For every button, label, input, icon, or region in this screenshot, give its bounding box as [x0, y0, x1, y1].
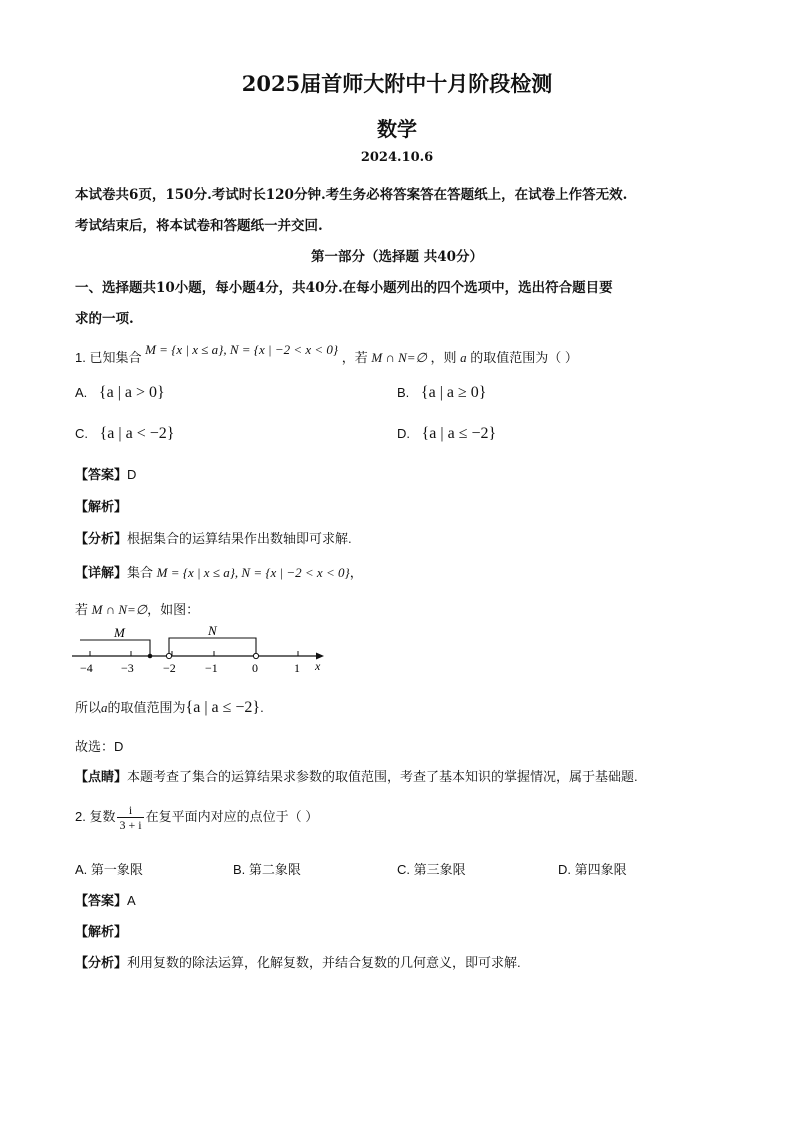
label-n: N: [208, 623, 217, 638]
option-label: C.: [75, 426, 88, 441]
tick-label: 0: [252, 661, 258, 675]
section-heading-line-2: 求的一项.: [75, 311, 134, 327]
q1-mid-text: ，若: [341, 350, 368, 365]
comment-text: 本题考查了集合的运算结果求参数的取值范围，考查了基本知识的掌握情况，属于基础题.: [127, 769, 638, 784]
q1-choose: 故选：D: [75, 739, 124, 754]
q1-option-b: [397, 384, 486, 402]
q1-if-line: [75, 599, 199, 618]
option-text: 第二象限: [248, 862, 301, 877]
q1-analysis-label: 【解析】: [75, 499, 128, 514]
closed-point-a: [148, 654, 153, 659]
q1-comment: [75, 766, 638, 785]
q1-conclusion: [75, 697, 264, 717]
detail-label: 【详解】: [75, 565, 128, 580]
q2-denominator: 3 + i: [119, 818, 142, 832]
fenxi-text: 利用复数的除法运算，化解复数，并结合复数的几何意义，即可求解.: [127, 955, 521, 970]
q1-condition: M ∩ N=∅: [371, 350, 427, 365]
so-end: .: [260, 700, 264, 715]
option-label: B.: [233, 862, 246, 877]
option-text: 第一象限: [90, 862, 143, 877]
q2-fenxi: [75, 952, 521, 971]
q1-end: 的取值范围为（ ）: [470, 350, 578, 365]
instructions-line-1: 本试卷共6页，150分.考试时长120分钟.考生务必将答案答在答题纸上，在试卷上作答无效.: [75, 187, 628, 203]
tick-label: −2: [163, 661, 176, 675]
answer-label: 【答案】: [75, 893, 128, 908]
option-math: {a | a ≤ −2}: [421, 425, 497, 442]
option-label: D.: [558, 862, 571, 877]
detail-text: 集合: [127, 565, 154, 580]
exam-date: 2024.10.6: [360, 150, 434, 165]
exam-title: 2025届首师大附中十月阶段检测: [241, 71, 553, 96]
label-x: x: [315, 659, 321, 673]
if-text: 若: [75, 602, 89, 617]
open-point-minus-2: [166, 653, 171, 658]
if-math: M ∩ N=∅: [91, 602, 148, 617]
answer-value: D: [127, 467, 137, 482]
detail-end: ，: [349, 565, 363, 580]
option-math: {a | a > 0}: [98, 384, 165, 401]
fenxi-text: 根据集合的运算结果作出数轴即可求解.: [127, 531, 352, 546]
q2-numerator: i: [117, 803, 143, 818]
q1-set-definitions: M = {x | x ≤ a}, N = {x | −2 < x < 0}: [145, 342, 339, 357]
q1-prefix: 1. 已知集合: [75, 350, 142, 365]
option-label: A.: [75, 862, 88, 877]
option-math: {a | a ≥ 0}: [420, 384, 487, 401]
q2-option-b: [233, 859, 301, 878]
q1-fenxi: [75, 528, 352, 547]
so-text: 所以: [75, 700, 102, 715]
part-1-title: 第一部分（选择题 共40分）: [311, 249, 483, 265]
tick-label: −3: [121, 661, 134, 675]
q2-fraction: [117, 803, 143, 832]
so-math: {a | a ≤ −2}: [185, 699, 261, 716]
fenxi-label: 【分析】: [75, 531, 128, 546]
q1-variable: a: [460, 350, 467, 365]
q2-option-d: [558, 859, 627, 878]
comment-label: 【点睛】: [75, 769, 128, 784]
set-n-bracket: [169, 638, 256, 656]
detail-math: M = {x | x ≤ a}, N = {x | −2 < x < 0}: [156, 565, 350, 580]
q1-suffix: ，则: [430, 350, 457, 365]
option-label: C.: [397, 862, 410, 877]
question-1-stem: [75, 342, 578, 366]
instructions-line-2: 考试结束后，将本试卷和答题纸一并交回.: [75, 218, 323, 234]
so-variable: a: [101, 700, 108, 715]
q2-analysis-label: 【解析】: [75, 924, 128, 939]
fenxi-label: 【分析】: [75, 955, 128, 970]
q1-option-c: [75, 425, 174, 443]
q2-option-c: [397, 859, 466, 878]
section-heading-line-1: 一、选择题共10小题，每小题4分，共40分.在每小题列出的四个选项中，选出符合题目要: [75, 280, 613, 296]
answer-label: 【答案】: [75, 467, 128, 482]
q2-answer: [75, 890, 136, 909]
tick-label: 1: [294, 661, 300, 675]
label-m: M: [114, 625, 125, 640]
option-label: B.: [397, 385, 410, 400]
q1-detail: [75, 562, 363, 581]
option-text: 第三象限: [413, 862, 466, 877]
q2-suffix: 在复平面内对应的点位于（ ）: [145, 808, 319, 824]
option-label: D.: [397, 426, 410, 441]
if-end: ，如图：: [147, 602, 200, 617]
subject-title: 数学: [377, 117, 417, 141]
open-point-0: [253, 653, 258, 658]
q2-prefix: 2. 复数: [75, 808, 116, 824]
q1-option-d: [397, 425, 496, 443]
option-math: {a | a < −2}: [99, 425, 175, 442]
tick-label: −4: [80, 661, 93, 675]
q1-answer: [75, 464, 136, 483]
so-mid: 的取值范围为: [107, 700, 186, 715]
question-2-stem: [75, 803, 318, 832]
q2-option-a: [75, 859, 143, 878]
tick-label: −1: [205, 661, 218, 675]
option-text: 第四象限: [574, 862, 627, 877]
q1-option-a: [75, 384, 165, 402]
answer-value: A: [127, 893, 136, 908]
number-line-figure: [68, 620, 338, 680]
option-label: A.: [75, 385, 88, 400]
